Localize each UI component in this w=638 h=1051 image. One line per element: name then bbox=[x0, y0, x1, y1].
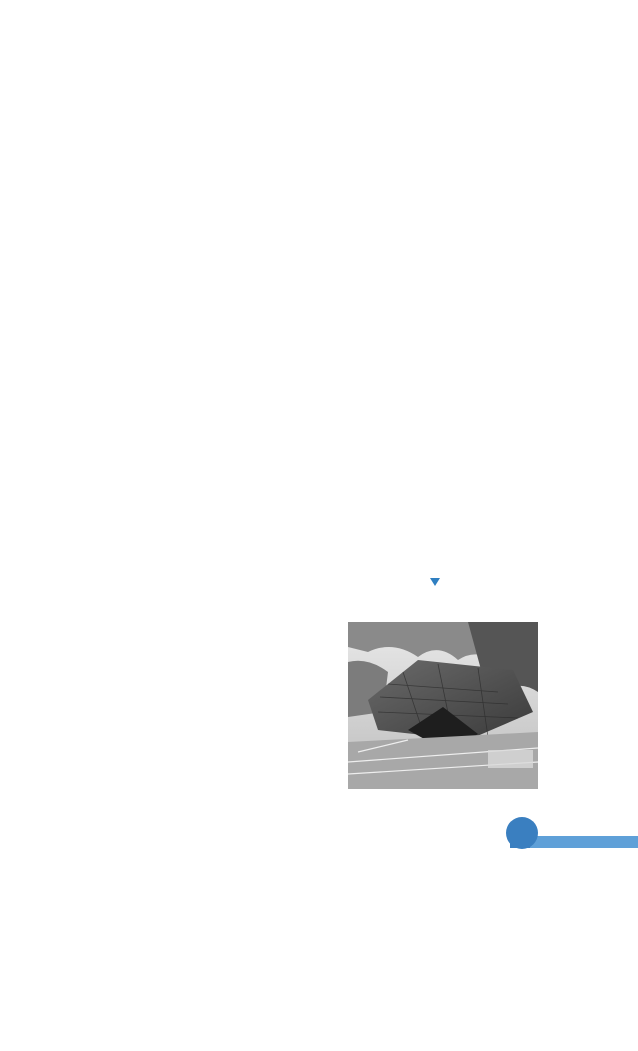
collapsed-building-image bbox=[348, 622, 538, 789]
triangle-down-icon bbox=[430, 578, 440, 586]
page-number bbox=[506, 817, 538, 849]
footer-bar-light bbox=[530, 836, 638, 848]
collapsed-building-photo bbox=[348, 622, 538, 789]
figure-title bbox=[430, 577, 540, 588]
figure-caption-text bbox=[430, 591, 540, 602]
figure-caption bbox=[430, 577, 540, 602]
